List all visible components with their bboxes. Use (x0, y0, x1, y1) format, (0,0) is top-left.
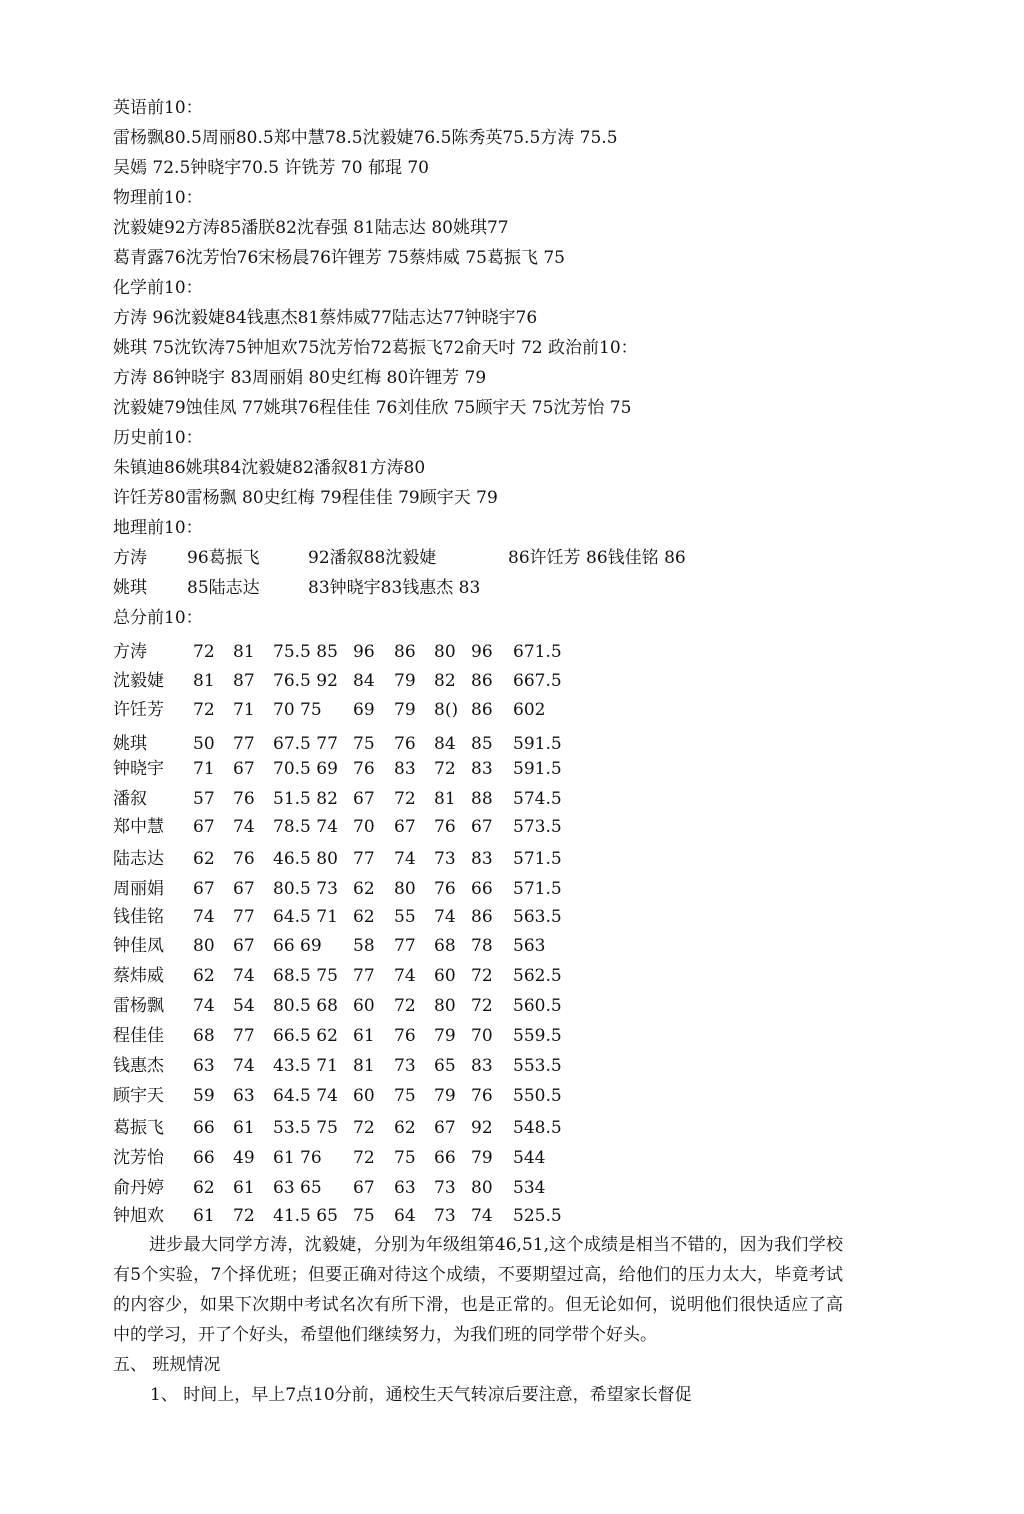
english-line-1: 雷杨飘80.5周丽80.5郑中慧78.5沈毅婕76.5陈秀英75.5方涛 75.5 (113, 128, 618, 148)
score-cell: 79 (471, 1148, 493, 1168)
score-cell: 61 (233, 1118, 255, 1138)
score-cell: 63 (193, 1056, 215, 1076)
score-cell: 80 (471, 1178, 493, 1198)
score-cell: 75 (394, 1148, 416, 1168)
score-cell: 76.5 92 (273, 671, 338, 691)
history-line-1: 朱镇迪86姚琪84沈毅婕82潘叙81方涛80 (113, 458, 426, 478)
score-cell: 41.5 65 (273, 1206, 338, 1226)
score-cell: 62 (193, 1178, 215, 1198)
total-score-cell: 563.5 (513, 907, 562, 927)
geography-row1-name: 方涛 (113, 548, 147, 568)
score-cell: 75 (353, 1206, 375, 1226)
score-cell: 74 (394, 966, 416, 986)
chemistry-line-1: 方涛 96沈毅婕84钱惠杰81蔡炜威77陆志达77钟晓宇76 (113, 308, 538, 328)
score-cell: 70 (471, 1026, 493, 1046)
score-cell: 75.5 85 (273, 642, 338, 662)
score-cell: 74 (471, 1206, 493, 1226)
table-row (113, 964, 633, 990)
total-score-cell: 559.5 (513, 1026, 562, 1046)
score-cell: 63 65 (273, 1178, 322, 1198)
student-name-cell: 钟晓宇 (113, 759, 164, 779)
score-cell: 74 (233, 966, 255, 986)
score-cell: 73 (434, 1206, 456, 1226)
score-cell: 66.5 62 (273, 1026, 338, 1046)
score-cell: 80.5 73 (273, 879, 338, 899)
score-cell: 64.5 74 (273, 1086, 338, 1106)
score-cell: 68.5 75 (273, 966, 338, 986)
student-name-cell: 郑中慧 (113, 817, 164, 837)
score-cell: 67.5 77 (273, 734, 338, 754)
chemistry-line-2: 姚琪 75沈钦涛75钟旭欢75沈芳怡72葛振飞72俞天吋 72 政治前10： (113, 338, 638, 358)
politics-line-2: 沈毅婕79蚀佳凤 77姚琪76程佳佳 76刘佳欣 75顾宇天 75沈芳怡 75 (113, 398, 632, 418)
score-cell: 77 (233, 734, 255, 754)
score-cell: 79 (394, 671, 416, 691)
score-cell: 73 (434, 1178, 456, 1198)
score-cell: 60 (434, 966, 456, 986)
score-cell: 83 (471, 1056, 493, 1076)
score-cell: 67 (233, 759, 255, 779)
score-cell: 78 (471, 936, 493, 956)
total-score-cell: 591.5 (513, 759, 562, 779)
rule-item-one: 1、 时间上，早上7点10分前，通校生天气转凉后要注意，希望家长督促 (150, 1385, 692, 1405)
score-cell: 69 (353, 700, 375, 720)
score-cell: 49 (233, 1148, 255, 1168)
score-cell: 76 (434, 879, 456, 899)
student-name-cell: 沈芳怡 (113, 1148, 164, 1168)
table-row (113, 994, 633, 1020)
score-cell: 80 (394, 879, 416, 899)
score-cell: 74 (394, 849, 416, 869)
score-cell: 82 (434, 671, 456, 691)
geography-row2-seg2: 85陆志达 (187, 578, 260, 598)
score-cell: 58 (353, 936, 375, 956)
score-cell: 84 (353, 671, 375, 691)
history-heading: 历史前10： (113, 428, 203, 448)
total-score-cell: 574.5 (513, 789, 562, 809)
score-cell: 54 (233, 996, 255, 1016)
student-name-cell: 雷杨飘 (113, 996, 164, 1016)
total-score-cell: 591.5 (513, 734, 562, 754)
score-cell: 57 (193, 789, 215, 809)
total-score-cell: 534 (513, 1178, 546, 1198)
table-row (113, 934, 633, 960)
score-cell: 72 (394, 996, 416, 1016)
score-cell: 59 (193, 1086, 215, 1106)
score-cell: 70 (353, 817, 375, 837)
student-name-cell: 顾宇天 (113, 1086, 164, 1106)
score-cell: 80 (434, 996, 456, 1016)
total-score-cell: 553.5 (513, 1056, 562, 1076)
score-cell: 61 76 (273, 1148, 322, 1168)
score-cell: 74 (193, 996, 215, 1016)
score-cell: 66 69 (273, 936, 322, 956)
table-row (113, 1176, 633, 1202)
score-cell: 76 (394, 734, 416, 754)
geography-row2-name: 姚琪 (113, 578, 147, 598)
score-cell: 66 (434, 1148, 456, 1168)
geography-row2-seg3: 83钟晓宇83钱惠杰 83 (308, 578, 481, 598)
progress-paragraph: 进步最大同学方涛，沈毅婕，分别为年级组第46,51,这个成绩是相当不错的，因为我们学校有5个实验，7个择优班；但要正确对待这个成绩，不要期望过高，给他们的压力太大，毕竟考试的内容少，如果下次期中考试名次有所下滑，也是正常的。但无论如何，说明他们很快适应了高中的学习，开了个好头，希望他们继续努力，为我们班的同学带个好头。 (113, 1235, 843, 1345)
score-cell: 66 (193, 1118, 215, 1138)
score-cell: 77 (353, 966, 375, 986)
score-cell: 76 (471, 1086, 493, 1106)
score-cell: 87 (233, 671, 255, 691)
score-cell: 74 (193, 907, 215, 927)
score-cell: 92 (471, 1118, 493, 1138)
score-cell: 96 (353, 642, 375, 662)
student-name-cell: 钱佳铭 (113, 907, 164, 927)
score-cell: 60 (353, 1086, 375, 1106)
table-row (113, 905, 633, 931)
student-name-cell: 方涛 (113, 642, 147, 662)
table-row (113, 757, 633, 783)
table-row (113, 640, 633, 666)
score-cell: 88 (471, 789, 493, 809)
section-five-heading: 五、 班规情况 (113, 1355, 221, 1375)
score-cell: 79 (434, 1026, 456, 1046)
score-cell: 81 (434, 789, 456, 809)
score-cell: 66 (193, 1148, 215, 1168)
score-cell: 76 (434, 817, 456, 837)
score-cell: 67 (353, 1178, 375, 1198)
table-row (113, 877, 633, 903)
table-row (113, 1084, 633, 1110)
score-cell: 63 (233, 1086, 255, 1106)
score-cell: 55 (394, 907, 416, 927)
total-score-cell: 667.5 (513, 671, 562, 691)
score-cell: 72 (471, 966, 493, 986)
score-cell: 8() (434, 700, 459, 720)
score-cell: 64.5 71 (273, 907, 338, 927)
score-cell: 83 (394, 759, 416, 779)
student-name-cell: 葛振飞 (113, 1118, 164, 1138)
total-score-cell: 571.5 (513, 849, 562, 869)
english-heading: 英语前10： (113, 98, 203, 118)
score-cell: 86 (471, 700, 493, 720)
score-cell: 78.5 74 (273, 817, 338, 837)
score-cell: 67 (233, 936, 255, 956)
score-cell: 64 (394, 1206, 416, 1226)
score-cell: 65 (434, 1056, 456, 1076)
table-row (113, 732, 633, 758)
score-cell: 73 (394, 1056, 416, 1076)
total-score-cell: 544 (513, 1148, 546, 1168)
score-cell: 62 (193, 849, 215, 869)
score-cell: 61 (233, 1178, 255, 1198)
score-cell: 74 (434, 907, 456, 927)
table-row (113, 847, 633, 873)
score-cell: 46.5 80 (273, 849, 338, 869)
score-cell: 67 (193, 817, 215, 837)
score-cell: 80 (434, 642, 456, 662)
score-cell: 86 (394, 642, 416, 662)
table-row (113, 1054, 633, 1080)
score-cell: 72 (434, 759, 456, 779)
score-cell: 67 (434, 1118, 456, 1138)
total-score-cell: 562.5 (513, 966, 562, 986)
score-cell: 72 (471, 996, 493, 1016)
politics-line-1: 方涛 86钟晓宇 83周丽娟 80史红梅 80许锂芳 79 (113, 368, 487, 388)
total-score-cell: 602 (513, 700, 546, 720)
score-cell: 76 (233, 789, 255, 809)
table-row (113, 787, 633, 813)
score-cell: 81 (353, 1056, 375, 1076)
score-cell: 50 (193, 734, 215, 754)
score-cell: 84 (434, 734, 456, 754)
score-cell: 76 (353, 759, 375, 779)
score-cell: 71 (193, 759, 215, 779)
table-row (113, 1204, 633, 1230)
score-cell: 70.5 69 (273, 759, 338, 779)
score-cell: 80.5 68 (273, 996, 338, 1016)
score-cell: 81 (193, 671, 215, 691)
score-cell: 72 (193, 642, 215, 662)
total-score-cell: 560.5 (513, 996, 562, 1016)
student-name-cell: 钟佳凤 (113, 936, 164, 956)
score-cell: 74 (233, 817, 255, 837)
score-cell: 68 (434, 936, 456, 956)
score-cell: 80 (193, 936, 215, 956)
score-cell: 61 (193, 1206, 215, 1226)
score-cell: 76 (394, 1026, 416, 1046)
score-cell: 51.5 82 (273, 789, 338, 809)
score-cell: 67 (394, 817, 416, 837)
total-score-cell: 573.5 (513, 817, 562, 837)
score-cell: 86 (471, 671, 493, 691)
score-cell: 83 (471, 759, 493, 779)
total-score-cell: 563 (513, 936, 546, 956)
score-cell: 60 (353, 996, 375, 1016)
score-cell: 71 (233, 700, 255, 720)
score-cell: 72 (193, 700, 215, 720)
score-cell: 70 75 (273, 700, 322, 720)
physics-line-1: 沈毅婕92方涛85潘朕82沈春强 81陆志达 80姚琪77 (113, 218, 509, 238)
student-name-cell: 蔡炜威 (113, 966, 164, 986)
geography-heading: 地理前10： (113, 518, 203, 538)
student-name-cell: 程佳佳 (113, 1026, 164, 1046)
score-cell: 74 (233, 1056, 255, 1076)
physics-heading: 物理前10： (113, 188, 203, 208)
score-cell: 67 (233, 879, 255, 899)
score-cell: 61 (353, 1026, 375, 1046)
score-cell: 68 (193, 1026, 215, 1046)
score-cell: 76 (233, 849, 255, 869)
geography-row1-seg3: 92潘叙88沈毅婕 (308, 548, 437, 568)
score-cell: 86 (471, 907, 493, 927)
student-name-cell: 周丽娟 (113, 879, 164, 899)
total-score-cell: 571.5 (513, 879, 562, 899)
english-line-2: 吴嫣 72.5钟晓宇70.5 许铣芳 70 郁琨 70 (113, 158, 429, 178)
score-cell: 83 (471, 849, 493, 869)
geography-row1-seg4: 86许饪芳 86钱佳铭 86 (508, 548, 686, 568)
chemistry-heading: 化学前10： (113, 278, 203, 298)
student-name-cell: 陆志达 (113, 849, 164, 869)
score-cell: 62 (353, 907, 375, 927)
physics-line-2: 葛青露76沈芳怡76宋杨晨76许锂芳 75蔡炜威 75葛振飞 75 (113, 248, 566, 268)
score-cell: 77 (233, 1026, 255, 1046)
score-cell: 73 (434, 849, 456, 869)
table-row (113, 1146, 633, 1172)
table-row (113, 815, 633, 841)
score-cell: 62 (193, 966, 215, 986)
total-heading: 总分前10： (113, 608, 203, 628)
score-cell: 85 (471, 734, 493, 754)
score-cell: 43.5 71 (273, 1056, 338, 1076)
student-name-cell: 潘叙 (113, 789, 147, 809)
student-name-cell: 钱惠杰 (113, 1056, 164, 1076)
student-name-cell: 许饪芳 (113, 700, 164, 720)
score-cell: 67 (193, 879, 215, 899)
geography-row1-seg2: 96葛振飞 (187, 548, 260, 568)
score-cell: 75 (394, 1086, 416, 1106)
score-cell: 63 (394, 1178, 416, 1198)
student-name-cell: 姚琪 (113, 734, 147, 754)
score-cell: 67 (471, 817, 493, 837)
table-row (113, 1024, 633, 1050)
table-row (113, 1116, 633, 1142)
score-cell: 72 (353, 1118, 375, 1138)
score-cell: 81 (233, 642, 255, 662)
table-row (113, 698, 633, 724)
score-cell: 62 (394, 1118, 416, 1138)
table-row (113, 669, 633, 695)
total-score-cell: 550.5 (513, 1086, 562, 1106)
score-cell: 77 (353, 849, 375, 869)
score-cell: 79 (394, 700, 416, 720)
total-score-cell: 671.5 (513, 642, 562, 662)
score-cell: 77 (233, 907, 255, 927)
score-cell: 53.5 75 (273, 1118, 338, 1138)
history-line-2: 许饪芳80雷杨飘 80史红梅 79程佳佳 79顾宇天 79 (113, 488, 498, 508)
student-name-cell: 沈毅婕 (113, 671, 164, 691)
total-score-cell: 548.5 (513, 1118, 562, 1138)
score-cell: 72 (233, 1206, 255, 1226)
score-cell: 72 (394, 789, 416, 809)
score-cell: 67 (353, 789, 375, 809)
student-name-cell: 俞丹婷 (113, 1178, 164, 1198)
score-cell: 72 (353, 1148, 375, 1168)
student-name-cell: 钟旭欢 (113, 1206, 164, 1226)
score-cell: 79 (434, 1086, 456, 1106)
score-cell: 77 (394, 936, 416, 956)
score-cell: 96 (471, 642, 493, 662)
score-cell: 66 (471, 879, 493, 899)
total-score-cell: 525.5 (513, 1206, 562, 1226)
score-cell: 75 (353, 734, 375, 754)
score-cell: 62 (353, 879, 375, 899)
